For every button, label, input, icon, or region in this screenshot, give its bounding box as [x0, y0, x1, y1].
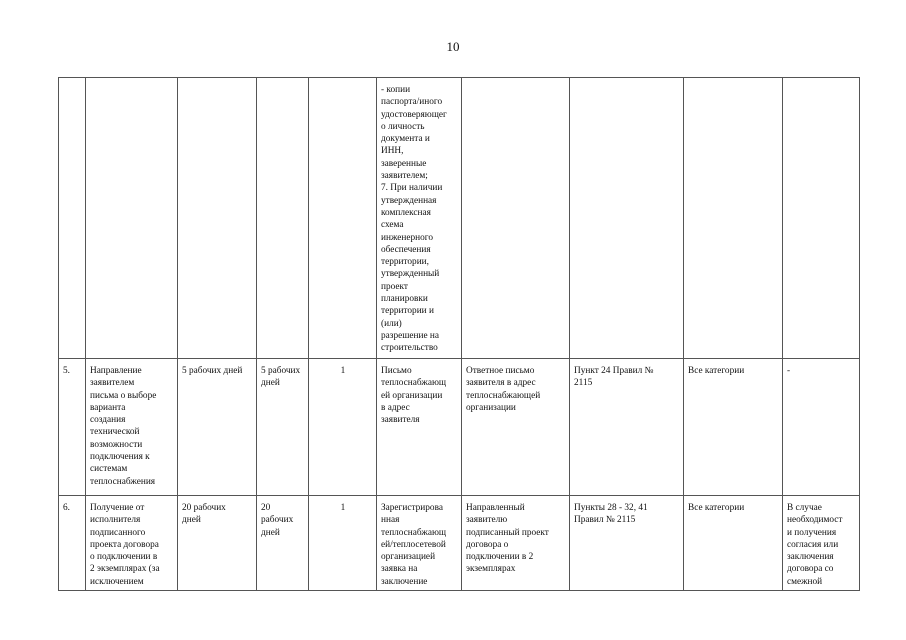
result-cell: - копии паспорта/иного удостоверяющег о личность документа и ИНН, заверенные заявителем; 7. При наличии утвержденная комплексная схема инженерного обеспечения территории, утвержденный проект планировки территории и (или) разрешение на строительство	[377, 78, 462, 359]
procedure-table	[58, 77, 860, 591]
table-row	[59, 359, 860, 496]
term-cell: 5 рабочих дней	[178, 359, 257, 496]
basis-cell: Пункты 28 - 32, 41 Правил № 2115	[570, 496, 684, 591]
form-cell: Направленный заявителю подписанный проект договора о подключении в 2 экземплярах	[462, 496, 570, 591]
description-cell	[86, 78, 178, 359]
basis-cell	[570, 78, 684, 359]
table-row	[59, 78, 860, 359]
quantity-cell: 1	[309, 496, 377, 591]
result-cell: Зарегистрирова нная теплоснабжающ ей/теплосетевой организацией заявка на заключение	[377, 496, 462, 591]
extra-cell	[783, 78, 860, 359]
term-cell: 5 рабочих дней	[257, 359, 309, 496]
row-number-cell	[59, 78, 86, 359]
term-cell: 20 рабочих дней	[257, 496, 309, 591]
term-cell: 20 рабочих дней	[178, 496, 257, 591]
extra-cell: -	[783, 359, 860, 496]
quantity-cell	[309, 78, 377, 359]
table-row	[59, 496, 860, 591]
term-cell	[178, 78, 257, 359]
term-cell	[257, 78, 309, 359]
form-cell: Ответное письмо заявителя в адрес теплоснабжающей организации	[462, 359, 570, 496]
row-number-cell: 6.	[59, 496, 86, 591]
result-cell: Письмо теплоснабжающ ей организации в адрес заявителя	[377, 359, 462, 496]
category-cell: Все категории	[684, 496, 783, 591]
row-number-cell: 5.	[59, 359, 86, 496]
form-cell	[462, 78, 570, 359]
basis-cell: Пункт 24 Правил № 2115	[570, 359, 684, 496]
description-cell: Направление заявителем письма о выборе варианта создания технической возможности подключения к системам теплоснабжения	[86, 359, 178, 496]
category-cell	[684, 78, 783, 359]
quantity-cell: 1	[309, 359, 377, 496]
extra-cell: В случае необходимост и получения согласия или заключения договора со смежной	[783, 496, 860, 591]
category-cell: Все категории	[684, 359, 783, 496]
description-cell: Получение от исполнителя подписанного проекта договора о подключении в 2 экземплярах (за исключением	[86, 496, 178, 591]
page-number: 10	[446, 39, 460, 54]
